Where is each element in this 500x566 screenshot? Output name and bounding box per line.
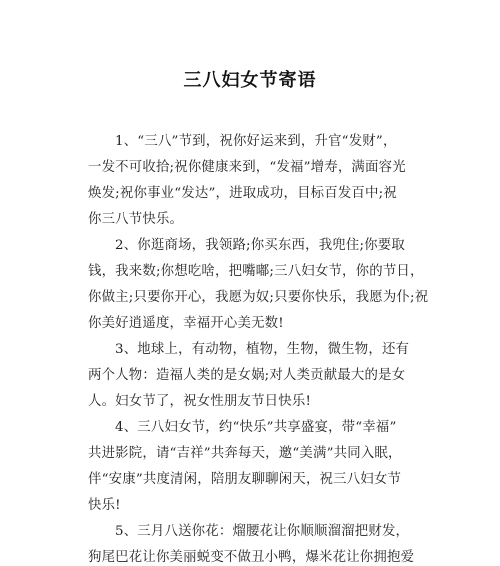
paragraph-1 — [88, 129, 443, 233]
paragraph-4-line-1: 4、三八妇女节，约“快乐”共享盛宴，带“幸福” — [115, 420, 397, 435]
paragraph-2-line-4: 你美好逍遥度，幸福开心美无数! — [88, 316, 284, 331]
document-body — [88, 129, 443, 566]
paragraph-3-line-2: 两个人物：造福人类的是女娲;对人类贡献最大的是女 — [88, 368, 406, 383]
paragraph-5 — [88, 519, 443, 566]
paragraph-2-line-1: 2、你逛商场，我领路;你买东西，我兜住;你要取 — [115, 238, 405, 253]
paragraph-1-line-2: 一发不可收拾;祝你健康来到，“发福”增寿，满面容光 — [88, 160, 406, 175]
paragraph-5-line-1: 5、三月八送你花：熘腰花让你顺顺溜溜把财发， — [115, 524, 410, 539]
paragraph-4-line-2: 共进影院，请“吉祥”共奔每天，邀“美满”共同入眠， — [88, 446, 402, 461]
paragraph-4-line-3: 伴“安康”共度清闲，陪朋友聊聊闲天，祝三八妇女节 — [88, 472, 402, 487]
paragraph-2 — [88, 233, 443, 337]
paragraph-1-line-1: 1、“三八”节到，祝你好运来到，升官“发财”， — [115, 134, 397, 149]
paragraph-2-line-2: 钱，我来数;你想吃啥，把嘴嘟;三八妇女节，你的节日， — [88, 264, 424, 279]
document-title: 三八妇女节寄语 — [183, 70, 317, 91]
paragraph-2-line-3: 你做主;只要你开心，我愿为奴;只要你快乐，我愿为仆;祝 — [88, 290, 429, 305]
paragraph-4 — [88, 415, 443, 519]
paragraph-5-line-2: 狗尾巴花让你美丽蜕变不做丑小鸭，爆米花让你拥抱爱 — [88, 550, 415, 565]
paragraph-4-line-4: 快乐! — [88, 498, 121, 513]
paragraph-1-line-4: 你三八节快乐。 — [88, 212, 184, 227]
paragraph-1-line-3: 焕发;祝你事业“发达”，进取成功，目标百发百中;祝 — [88, 186, 397, 201]
paragraph-3-line-3: 人。妇女节了，祝女性朋友节日快乐! — [88, 394, 312, 409]
paragraph-3-line-1: 3、地球上，有动物，植物，生物，微生物，还有 — [115, 342, 410, 357]
paragraph-3 — [88, 337, 443, 415]
